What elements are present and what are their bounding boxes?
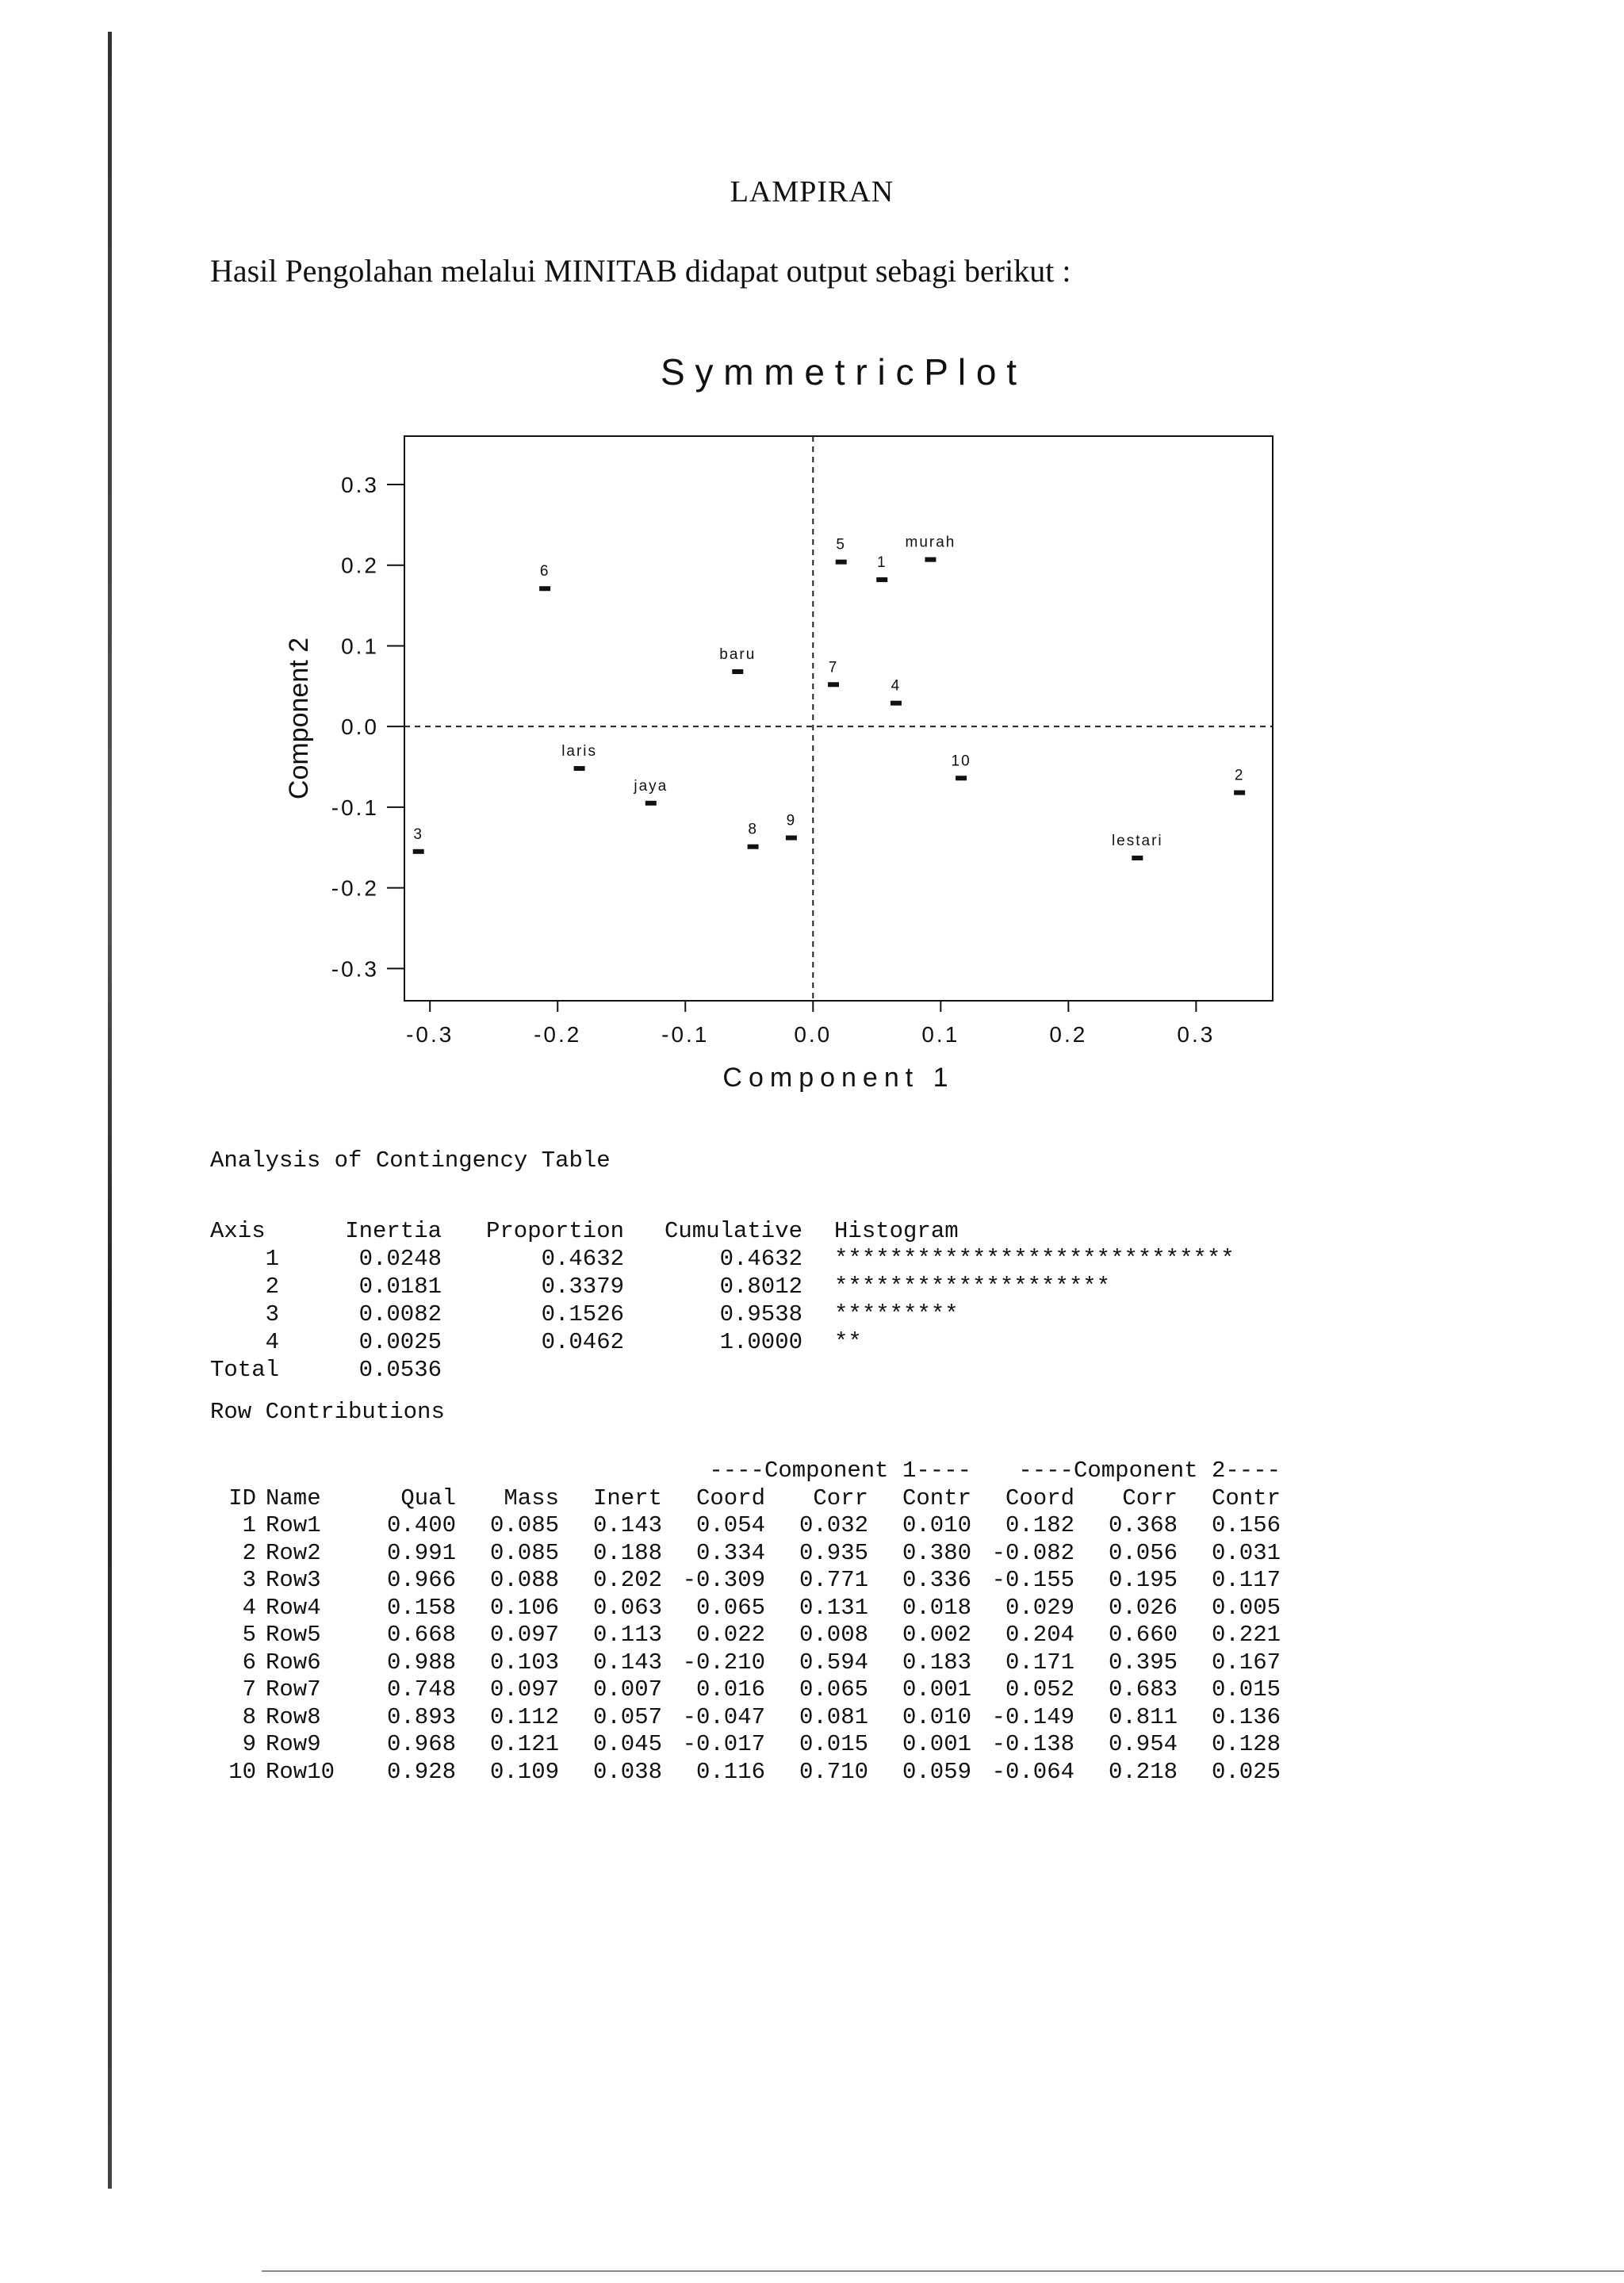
table-row: [210, 1328, 1278, 1356]
inertia-value: 0.0181: [358, 1274, 442, 1300]
chart-title: S y m m e t r i c P l o t: [660, 351, 1017, 393]
comp1-contr: 0.002: [902, 1622, 971, 1648]
row-id: 3: [242, 1567, 256, 1593]
comp1-coord: -0.017: [682, 1731, 765, 1757]
comp2-coord: 0.052: [1005, 1676, 1074, 1703]
qual-value: 0.968: [386, 1731, 456, 1757]
data-point-marker: [876, 577, 887, 582]
comp1-contr: 0.380: [902, 1539, 971, 1566]
proportion-value: 0.0462: [541, 1329, 625, 1355]
comp2-coord: 0.171: [1005, 1649, 1074, 1676]
column-header: Corr: [813, 1484, 868, 1511]
data-point-label: baru: [719, 646, 756, 664]
mass-value: 0.097: [489, 1622, 559, 1648]
row-contributions-table: [210, 1458, 1281, 1786]
qual-value: 0.988: [386, 1649, 456, 1676]
column-header: Proportion: [485, 1218, 625, 1244]
axis-number: 1: [265, 1246, 280, 1272]
cumulative-value: 0.8012: [719, 1274, 803, 1300]
inert-value: 0.045: [592, 1731, 662, 1757]
column-header: Axis: [210, 1218, 266, 1244]
row-id: 10: [228, 1758, 256, 1785]
comp2-contr: 0.005: [1211, 1594, 1281, 1621]
row-id: 6: [242, 1649, 256, 1676]
qual-value: 0.928: [386, 1758, 456, 1785]
spacer: [256, 1567, 266, 1595]
spacer: [802, 1217, 834, 1245]
comp2-corr: 0.368: [1108, 1512, 1178, 1538]
comp2-corr: 0.395: [1108, 1649, 1178, 1676]
comp1-contr: 0.059: [902, 1758, 971, 1785]
inert-value: 0.007: [592, 1676, 662, 1703]
row-id: 4: [242, 1594, 256, 1621]
spacer: [802, 1245, 834, 1273]
column-header: Coord: [695, 1484, 765, 1511]
y-tick-label: 0.1: [341, 634, 379, 659]
comp2-contr: 0.025: [1211, 1758, 1281, 1785]
data-point-marker: [539, 586, 550, 591]
comp2-contr: 0.156: [1211, 1512, 1281, 1538]
total-row: [210, 1356, 1278, 1384]
data-point-label: 2: [1234, 767, 1245, 784]
mass-value: 0.112: [489, 1703, 559, 1730]
data-point-marker: [786, 836, 797, 841]
row-name: Row6: [266, 1649, 321, 1676]
comp2-contr: 0.167: [1211, 1649, 1281, 1676]
data-point-marker: [956, 776, 967, 780]
comp1-corr: 0.594: [799, 1649, 868, 1676]
data-point-marker: [1132, 856, 1143, 860]
data-point-marker: [1234, 791, 1245, 795]
data-point-label: lestari: [1111, 832, 1163, 849]
comp1-coord: -0.210: [682, 1649, 765, 1676]
intro-text: Hasil Pengolahan melalui MINITAB didapat output sebagi berikut :: [210, 253, 1071, 289]
x-tick-label: -0.3: [406, 1022, 454, 1047]
x-tick-label: 0.1: [921, 1022, 960, 1047]
data-point-marker: [413, 849, 424, 854]
component-2-group-header: ----Component 2----: [1018, 1458, 1281, 1484]
data-point-marker: [836, 560, 847, 565]
qual-value: 0.893: [386, 1703, 456, 1730]
table-row: [210, 1704, 1281, 1732]
inertia-value: 0.0025: [358, 1329, 442, 1355]
data-point-label: jaya: [634, 777, 668, 795]
row-contributions-title: Row Contributions: [210, 1399, 445, 1425]
comp1-corr: 0.008: [799, 1622, 868, 1648]
comp1-corr: 0.081: [799, 1703, 868, 1730]
inert-value: 0.113: [592, 1622, 662, 1648]
column-header: Contr: [902, 1484, 971, 1511]
inert-value: 0.143: [592, 1512, 662, 1538]
x-axis-label: Component 1: [722, 1063, 955, 1093]
inert-value: 0.038: [592, 1758, 662, 1785]
x-tick-label: -0.1: [661, 1022, 710, 1047]
histogram-bar: **: [834, 1329, 862, 1355]
row-name: Row9: [266, 1731, 321, 1757]
table-row: [210, 1512, 1281, 1540]
comp2-coord: -0.149: [991, 1703, 1074, 1730]
inertia-value: 0.0082: [358, 1301, 442, 1327]
qual-value: 0.668: [386, 1622, 456, 1648]
analysis-header-row: [210, 1217, 1278, 1245]
comp1-coord: 0.065: [695, 1594, 765, 1621]
data-point-label: 7: [828, 659, 839, 676]
inert-value: 0.057: [592, 1703, 662, 1730]
row-name: Row5: [266, 1622, 321, 1648]
inert-value: 0.202: [592, 1567, 662, 1593]
column-header: Mass: [504, 1484, 559, 1511]
comp1-contr: 0.001: [902, 1676, 971, 1703]
data-point-marker: [925, 557, 936, 562]
spacer: [802, 1300, 834, 1328]
x-tick-label: 0.3: [1177, 1022, 1216, 1047]
table-row: [210, 1300, 1278, 1328]
comp2-coord: 0.182: [1005, 1512, 1074, 1538]
mass-value: 0.121: [489, 1731, 559, 1757]
comp1-contr: 0.001: [902, 1731, 971, 1757]
qual-value: 0.400: [386, 1512, 456, 1538]
comp2-corr: 0.195: [1108, 1567, 1178, 1593]
data-point-marker: [645, 801, 657, 806]
axis-number: 4: [265, 1329, 280, 1355]
row-name: Row7: [266, 1676, 321, 1703]
row-name: Row1: [266, 1512, 321, 1538]
column-header: Corr: [1122, 1484, 1178, 1511]
spacer: [256, 1622, 266, 1649]
mass-value: 0.106: [489, 1594, 559, 1621]
table-row: [210, 1567, 1281, 1595]
spacer: [256, 1512, 266, 1540]
row-name: Row8: [266, 1703, 321, 1730]
table-row: [210, 1595, 1281, 1622]
comp2-coord: 0.204: [1005, 1622, 1074, 1648]
comp2-contr: 0.031: [1211, 1539, 1281, 1566]
axis-number: 2: [265, 1274, 280, 1300]
qual-value: 0.748: [386, 1676, 456, 1703]
data-point-marker: [748, 845, 759, 849]
page-heading: LAMPIRAN: [730, 175, 894, 209]
data-point-marker: [732, 669, 743, 674]
comp1-corr: 0.015: [799, 1731, 868, 1757]
data-point-marker: [891, 701, 902, 706]
spacer: [442, 1356, 1278, 1384]
comp1-coord: 0.054: [695, 1512, 765, 1538]
x-tick-label: 0.0: [794, 1022, 833, 1047]
column-header: Inertia: [345, 1218, 442, 1244]
y-tick-label: -0.2: [331, 875, 379, 901]
y-axis-label: Component 2: [284, 637, 314, 800]
mass-value: 0.103: [489, 1649, 559, 1676]
analysis-table: [210, 1217, 1278, 1384]
data-point-label: 9: [786, 812, 797, 829]
comp1-corr: 0.710: [799, 1758, 868, 1785]
row-id: 9: [242, 1731, 256, 1757]
column-header: Qual: [400, 1484, 456, 1511]
comp2-corr: 0.026: [1108, 1594, 1178, 1621]
comp2-corr: 0.954: [1108, 1731, 1178, 1757]
data-point-label: 5: [836, 536, 847, 554]
comp2-contr: 0.015: [1211, 1676, 1281, 1703]
data-point-label: 10: [951, 753, 971, 770]
comp2-corr: 0.683: [1108, 1676, 1178, 1703]
axis-number: 3: [265, 1301, 280, 1327]
spacer: [802, 1328, 834, 1356]
comp2-contr: 0.128: [1211, 1731, 1281, 1757]
spacer: [256, 1649, 266, 1677]
column-header: Histogram: [834, 1218, 959, 1244]
comp1-coord: -0.309: [682, 1567, 765, 1593]
proportion-value: 0.3379: [541, 1274, 625, 1300]
comp2-contr: 0.221: [1211, 1622, 1281, 1648]
inertia-value: 0.0248: [358, 1246, 442, 1272]
data-point-label: 6: [539, 563, 550, 580]
row-name: Row4: [266, 1594, 321, 1621]
comp2-corr: 0.660: [1108, 1622, 1178, 1648]
comp1-coord: 0.116: [695, 1758, 765, 1785]
data-point-marker: [574, 766, 585, 771]
cumulative-value: 0.4632: [719, 1246, 803, 1272]
mass-value: 0.085: [489, 1539, 559, 1566]
mass-value: 0.085: [489, 1512, 559, 1538]
comp1-coord: -0.047: [682, 1703, 765, 1730]
comp1-corr: 0.065: [799, 1676, 868, 1703]
comp1-corr: 0.131: [799, 1594, 868, 1621]
column-header: Cumulative: [664, 1218, 803, 1244]
table-row: [210, 1731, 1281, 1759]
comp1-corr: 0.771: [799, 1567, 868, 1593]
comp1-coord: 0.334: [695, 1539, 765, 1566]
comp1-contr: 0.183: [902, 1649, 971, 1676]
comp2-coord: -0.138: [991, 1731, 1074, 1757]
row-name: Row10: [266, 1758, 335, 1785]
plot-frame: [404, 436, 1273, 1001]
data-point-marker: [828, 682, 839, 687]
y-tick-label: -0.3: [331, 956, 379, 982]
spacer: [256, 1485, 266, 1513]
comp1-contr: 0.010: [902, 1703, 971, 1730]
mass-value: 0.088: [489, 1567, 559, 1593]
comp1-coord: 0.022: [695, 1622, 765, 1648]
total-value: 0.0536: [358, 1357, 442, 1383]
cumulative-value: 0.9538: [719, 1301, 803, 1327]
data-point-label: 3: [413, 825, 424, 843]
comp2-corr: 0.811: [1108, 1703, 1178, 1730]
qual-value: 0.158: [386, 1594, 456, 1621]
mass-value: 0.109: [489, 1758, 559, 1785]
comp2-contr: 0.136: [1211, 1703, 1281, 1730]
spacer: [256, 1595, 266, 1622]
y-tick-label: 0.2: [341, 553, 379, 578]
inert-value: 0.143: [592, 1649, 662, 1676]
comp2-coord: 0.029: [1005, 1594, 1074, 1621]
x-tick-label: 0.2: [1049, 1022, 1088, 1047]
spacer: [256, 1731, 266, 1759]
row-id: 8: [242, 1703, 256, 1730]
table-row: [210, 1540, 1281, 1568]
qual-value: 0.966: [386, 1567, 456, 1593]
data-point-label: murah: [905, 534, 956, 551]
row-id: 7: [242, 1676, 256, 1703]
table-row: [210, 1676, 1281, 1704]
row-id: 1: [242, 1512, 256, 1538]
symmetric-plot: [0, 333, 1624, 1094]
table-row: [210, 1622, 1281, 1649]
data-point-label: 4: [891, 677, 902, 695]
x-tick-label: -0.2: [534, 1022, 582, 1047]
spacer: [256, 1676, 266, 1704]
comp1-corr: 0.935: [799, 1539, 868, 1566]
inert-value: 0.188: [592, 1539, 662, 1566]
column-header: Inert: [592, 1484, 662, 1511]
spacer: [256, 1540, 266, 1568]
proportion-value: 0.4632: [541, 1246, 625, 1272]
comp1-contr: 0.336: [902, 1567, 971, 1593]
table-row: [210, 1245, 1278, 1273]
column-header: Name: [266, 1484, 321, 1511]
histogram-bar: *********: [834, 1301, 959, 1327]
comp2-coord: -0.155: [991, 1567, 1074, 1593]
qual-value: 0.991: [386, 1539, 456, 1566]
comp1-contr: 0.010: [902, 1512, 971, 1538]
data-point-label: laris: [561, 743, 598, 760]
inert-value: 0.063: [592, 1594, 662, 1621]
histogram-bar: ********************: [834, 1274, 1111, 1300]
row-id: 2: [242, 1539, 256, 1566]
scan-bottom-line: [262, 2270, 1624, 2272]
column-header: Contr: [1211, 1484, 1281, 1511]
spacer: [802, 1273, 834, 1300]
data-point-label: 8: [748, 821, 758, 838]
y-tick-label: 0.3: [341, 473, 379, 498]
proportion-value: 0.1526: [541, 1301, 625, 1327]
table-row: [210, 1273, 1278, 1300]
cumulative-value: 1.0000: [719, 1329, 803, 1355]
table-row: [210, 1649, 1281, 1677]
component-1-group-header: ----Component 1----: [709, 1458, 971, 1484]
spacer: [256, 1704, 266, 1732]
table-row: [210, 1759, 1281, 1787]
total-label: Total: [210, 1357, 280, 1383]
comp2-coord: -0.082: [991, 1539, 1074, 1566]
row-name: Row3: [266, 1567, 321, 1593]
spacer: [256, 1759, 266, 1787]
comp2-contr: 0.117: [1211, 1567, 1281, 1593]
histogram-bar: *****************************: [834, 1246, 1235, 1272]
row-name: Row2: [266, 1539, 321, 1566]
component-group-header-row: [210, 1458, 1281, 1485]
data-point-label: 1: [876, 554, 887, 572]
column-header: Coord: [1005, 1484, 1074, 1511]
analysis-title: Analysis of Contingency Table: [210, 1147, 611, 1174]
column-header-row: [210, 1485, 1281, 1513]
comp1-contr: 0.018: [902, 1594, 971, 1621]
column-header: ID: [228, 1484, 256, 1511]
mass-value: 0.097: [489, 1676, 559, 1703]
y-tick-label: -0.1: [331, 795, 379, 820]
comp2-corr: 0.218: [1108, 1758, 1178, 1785]
y-tick-label: 0.0: [341, 714, 379, 740]
comp1-corr: 0.032: [799, 1512, 868, 1538]
comp2-coord: -0.064: [991, 1758, 1074, 1785]
comp2-corr: 0.056: [1108, 1539, 1178, 1566]
comp1-coord: 0.016: [695, 1676, 765, 1703]
row-id: 5: [242, 1622, 256, 1648]
